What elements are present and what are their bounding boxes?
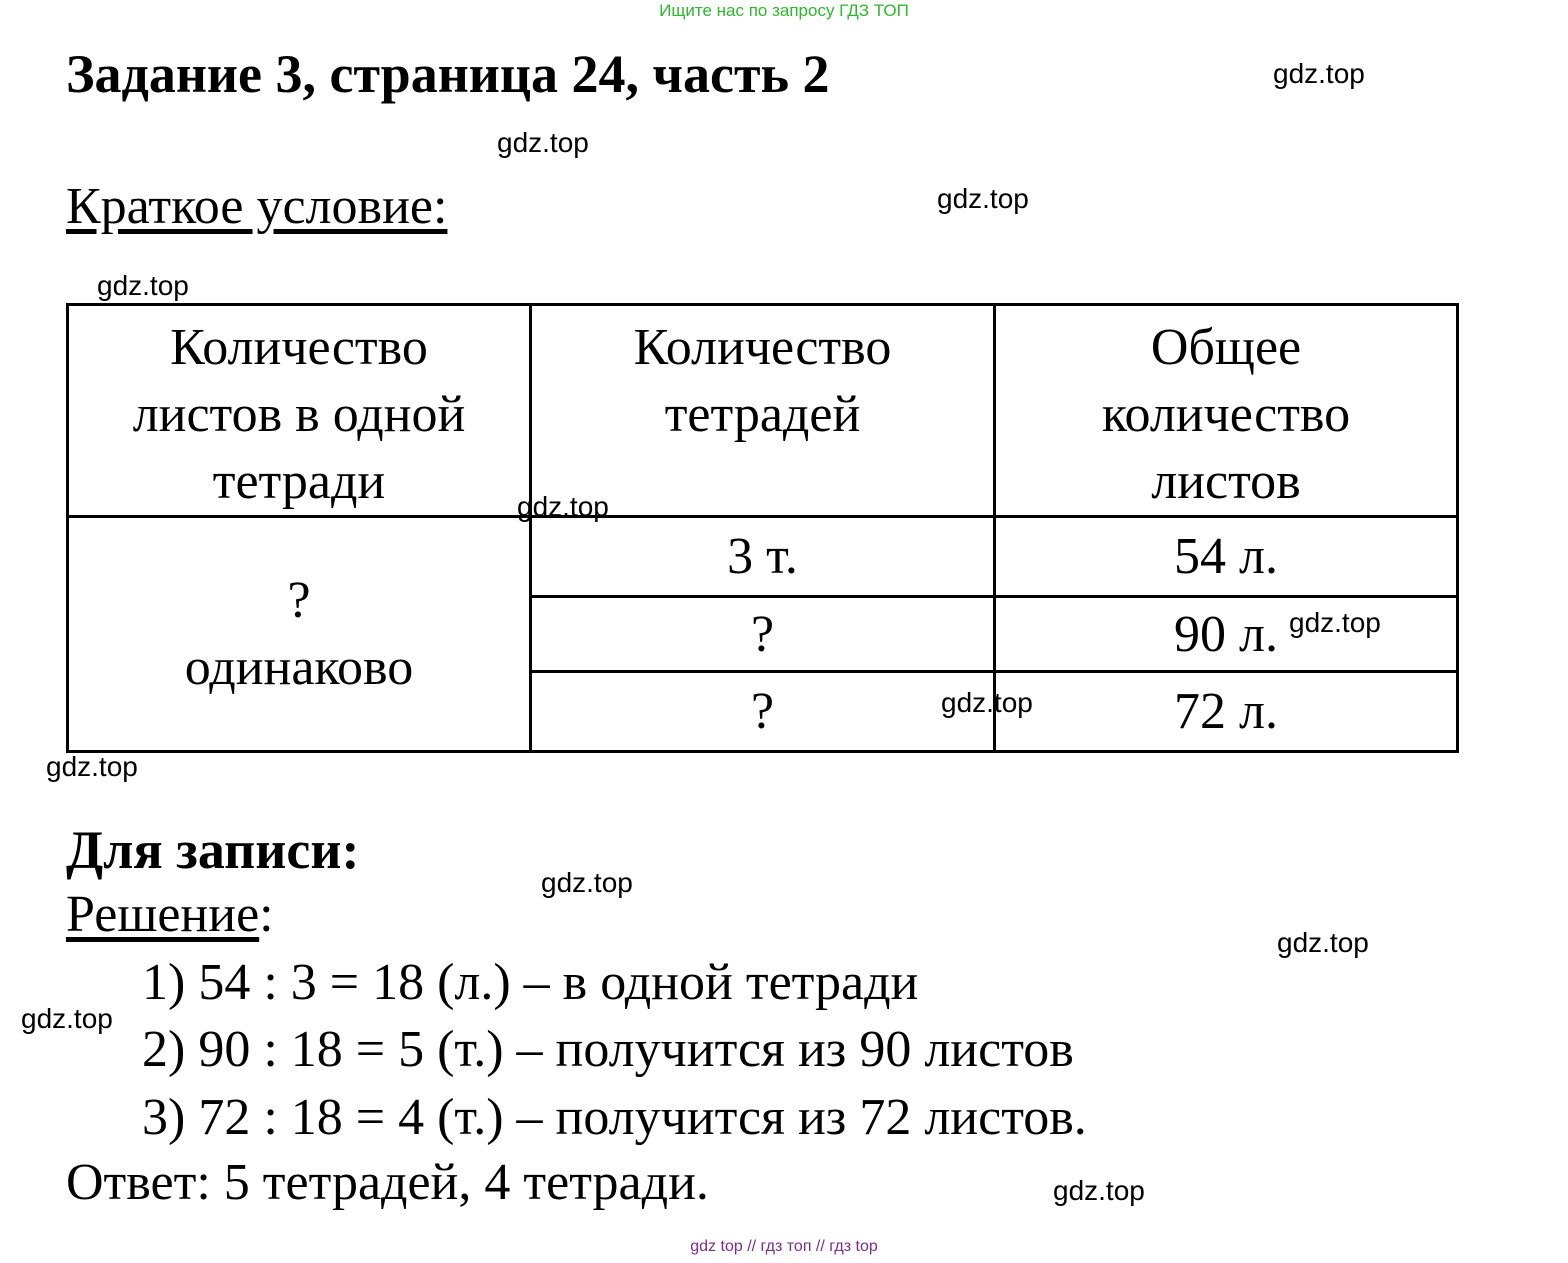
watermark: gdz.top (497, 127, 589, 158)
table-row (68, 517, 1458, 597)
solution-step-2: 2) 90 : 18 = 5 (т.) – получится из 90 листов (142, 1021, 1074, 1078)
condition-table (66, 303, 1459, 753)
sheets-cell: 72 л. (995, 672, 1458, 752)
watermark: gdz.top (941, 687, 1033, 718)
watermark: gdz.top (1277, 927, 1369, 958)
solution-step-1: 1) 54 : 3 = 18 (л.) – в одной тетради (142, 954, 919, 1011)
header-notebook-count: Количество тетрадей (531, 305, 995, 517)
watermark: gdz.top (97, 270, 189, 301)
page-title: Задание 3, страница 24, часть 2 (66, 44, 830, 104)
header-total-sheets: Общее количество листов (995, 305, 1458, 517)
condition-heading: Краткое условие: (66, 178, 448, 235)
record-heading: Для записи: (66, 820, 360, 880)
top-banner: Ищите нас по запросу ГДЗ ТОП (659, 1, 909, 20)
solution-label: Решение: (66, 886, 274, 943)
answer: Ответ: 5 тетрадей, 4 тетради. (66, 1154, 709, 1211)
watermark: gdz.top (21, 1003, 113, 1034)
watermark: gdz.top (1273, 58, 1365, 89)
footer-banner: gdz top // гдз топ // гдз top (690, 1238, 878, 1255)
sheets-cell: 54 л. (995, 517, 1458, 597)
notebooks-cell: 3 т. (531, 517, 995, 597)
table-header-row (68, 305, 1458, 517)
watermark: gdz.top (1289, 607, 1381, 638)
watermark: gdz.top (46, 751, 138, 782)
solution-step-3: 3) 72 : 18 = 4 (т.) – получится из 72 листов. (142, 1089, 1087, 1146)
header-sheets-per-notebook: Количество листов в одной тетради (68, 305, 531, 517)
sheets-cell: 90 л. (995, 597, 1458, 672)
sheets-per-notebook-cell: ? одинаково (68, 517, 531, 752)
watermark: gdz.top (937, 183, 1029, 214)
watermark: gdz.top (517, 491, 609, 522)
notebooks-cell: ? (531, 672, 995, 752)
notebooks-cell: ? (531, 597, 995, 672)
watermark: gdz.top (541, 867, 633, 898)
watermark: gdz.top (1053, 1175, 1145, 1206)
